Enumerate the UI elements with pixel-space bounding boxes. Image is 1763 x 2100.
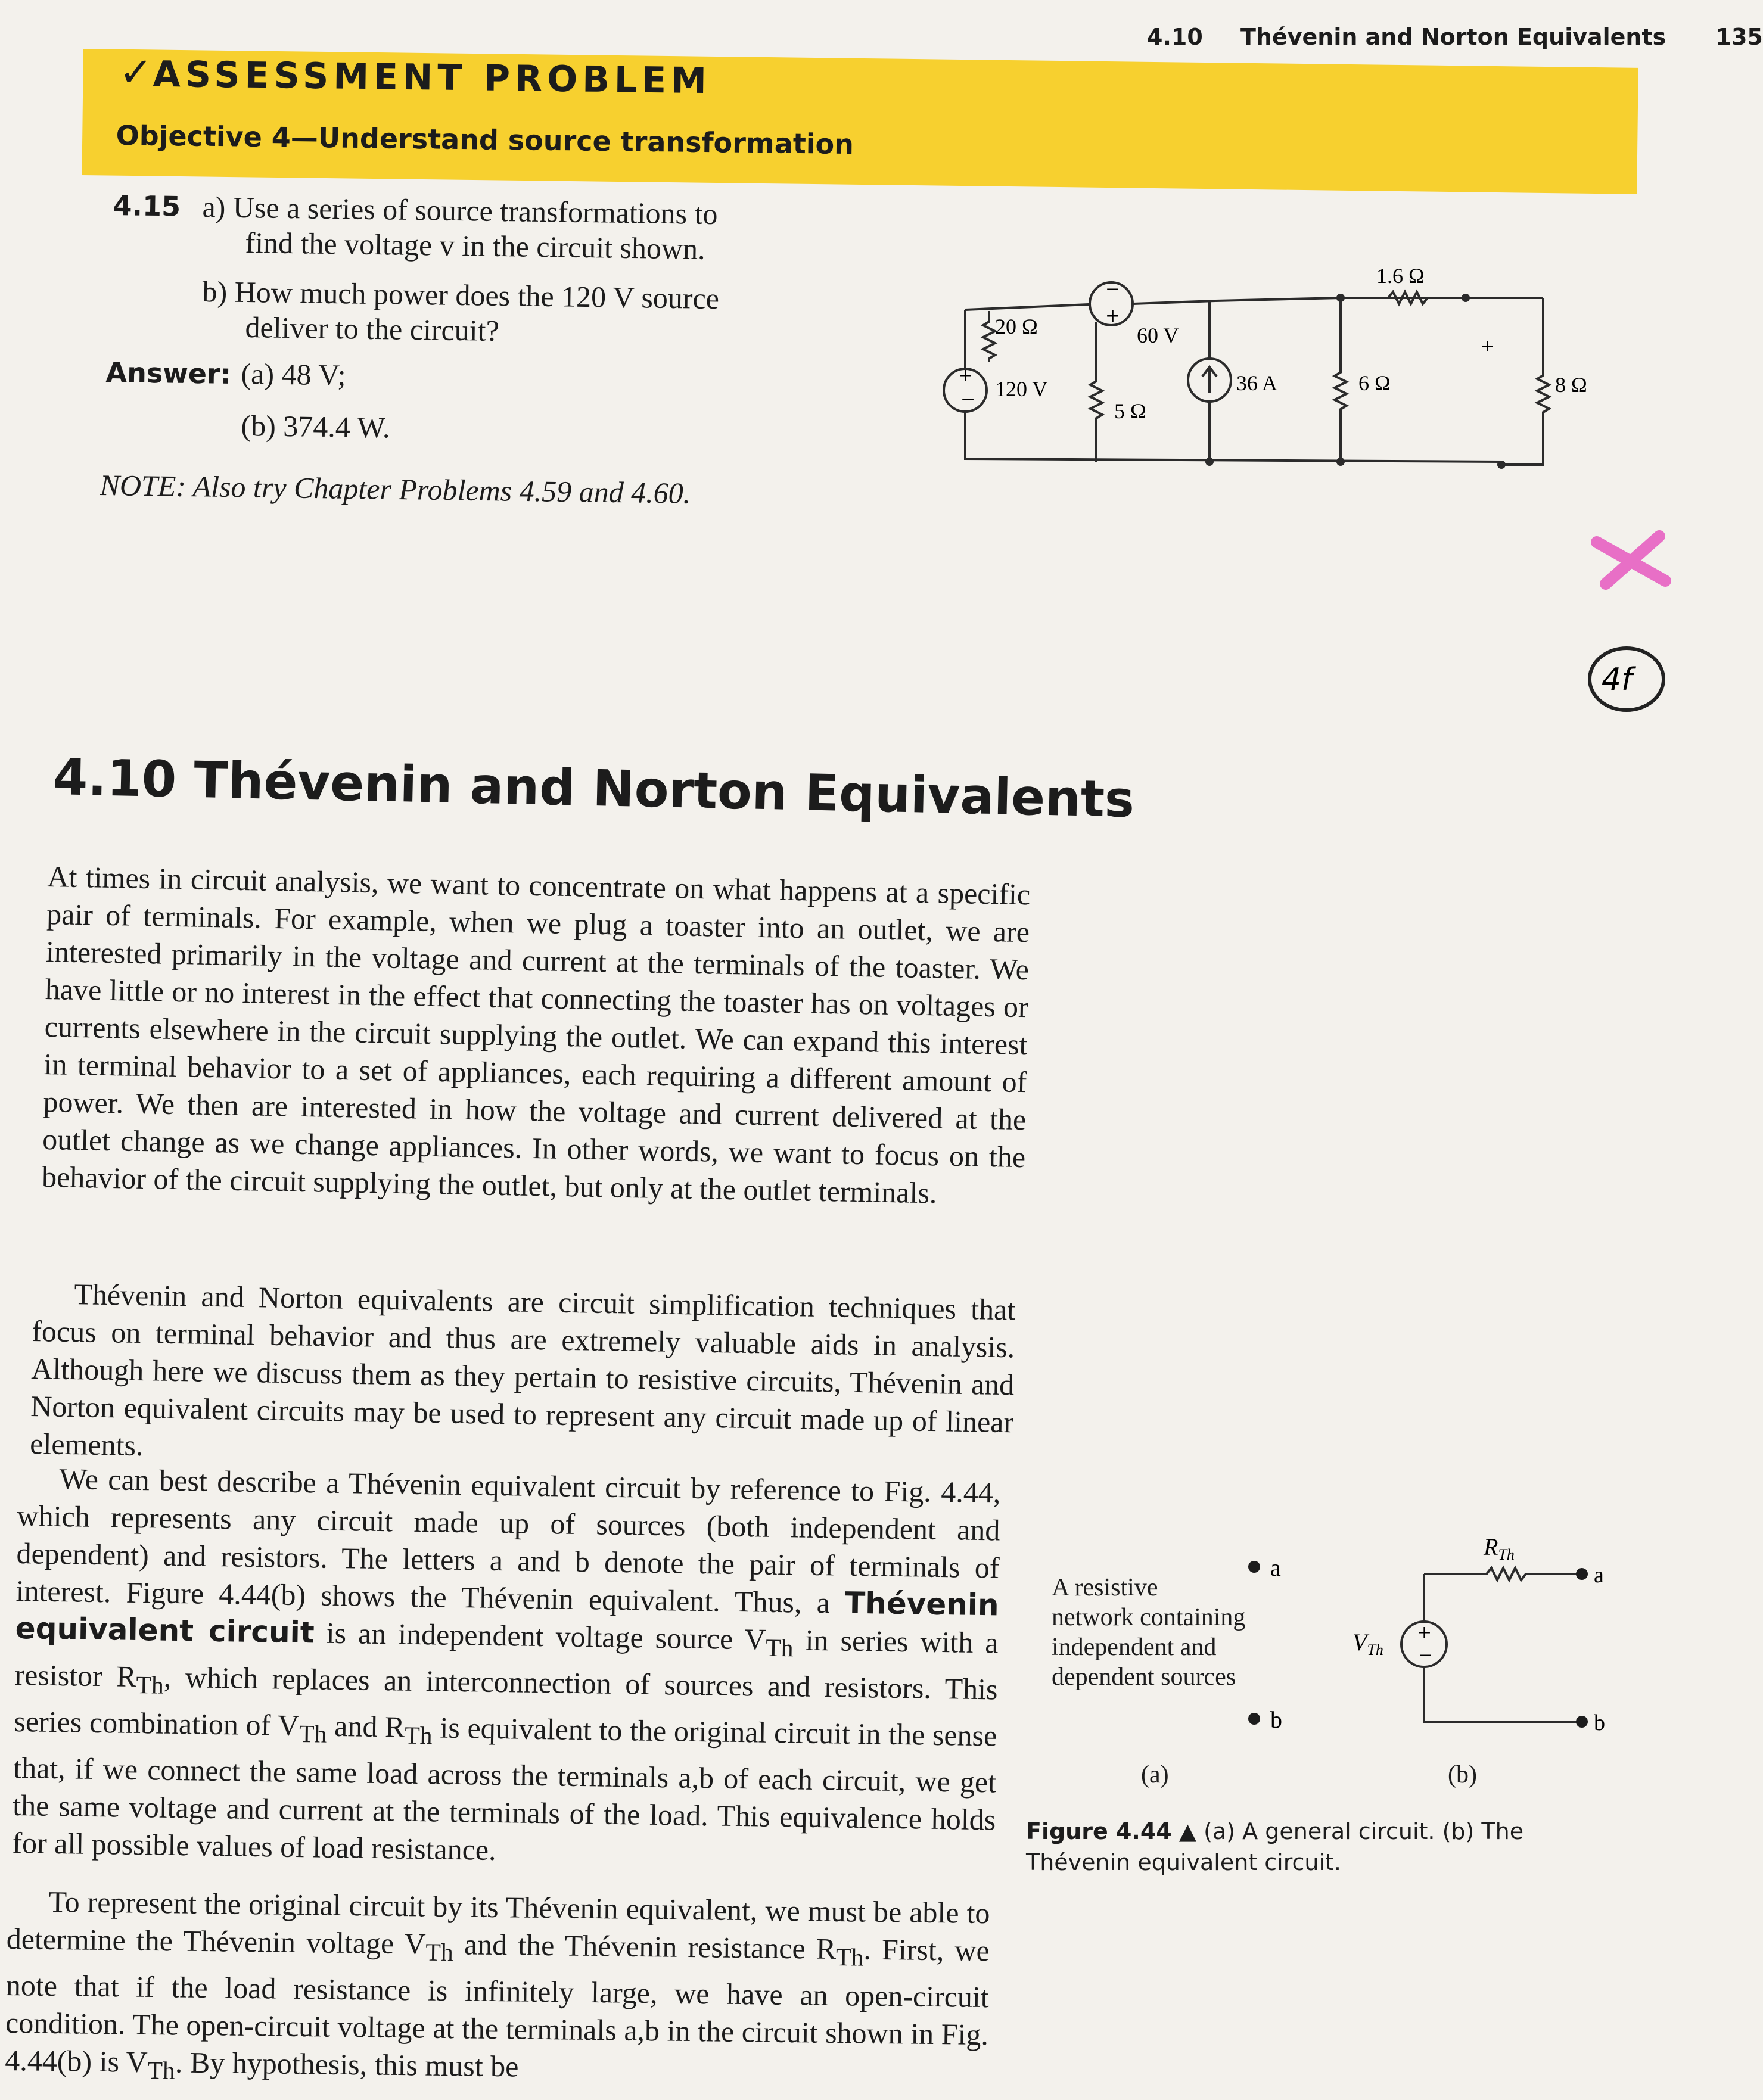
- figure-a-terminals: [1227, 1549, 1305, 1746]
- minus-sign-120: −: [960, 389, 976, 410]
- plus-sign-120: +: [958, 365, 974, 386]
- plus-sign-v: +: [1481, 336, 1495, 356]
- node-dot: [1336, 294, 1345, 302]
- problem-part-b-line2: deliver to the circuit?: [245, 310, 500, 347]
- vth-plus: +: [1417, 1622, 1432, 1643]
- rth-label: $R_{Th}$: [1484, 1533, 1515, 1563]
- terminal-b-label-b: b: [1594, 1710, 1605, 1735]
- vth-minus: −: [1418, 1645, 1434, 1666]
- page-number: 135: [1715, 24, 1763, 50]
- label-v1: 120 V: [995, 377, 1048, 401]
- node-dot: [1205, 458, 1214, 466]
- answer-b: (b) 374.4 W.: [241, 408, 390, 444]
- label-r5: 8 Ω: [1555, 373, 1587, 397]
- paragraph-2: Thévenin and Norton equivalents are circuit simplification techniques that focus on terminal behavior and thus are extremely valuable aids in analysis. Although here we discuss them as they pertain to resistive circuits, Thévenin and Norton equivalent circuits may be used to represent any circuit made up of linear elements.: [29, 1277, 1016, 1463]
- header-section-number: 4.10: [1147, 24, 1203, 50]
- plus-sign-60: +: [1105, 306, 1121, 326]
- label-r2: 5 Ω: [1114, 399, 1146, 423]
- objective-line: Objective 4—Understand source transformation: [116, 119, 854, 161]
- check-icon: ✓: [119, 49, 153, 97]
- note: NOTE: Also try Chapter Problems 4.59 and 4.60.: [100, 468, 691, 510]
- problem-number: 4.15: [113, 189, 181, 223]
- triangle-icon: ▲: [1179, 1818, 1197, 1844]
- problem-part-b-line1: b) How much power does the 120 V source: [202, 274, 720, 316]
- answer-a: (a) 48 V;: [241, 356, 346, 392]
- problem-part-a-line2: find the voltage v in the circuit shown.: [245, 225, 705, 266]
- margin-note: 4f: [1602, 662, 1633, 698]
- paragraph-4: To represent the original circuit by its Thévenin equivalent, we must be able to determine the Thévenin voltage $V_{Th}$ and the Thévenin resistance $R_{Th}$. First, we note that if the load resistance is infinitely large, we have an open-circuit condition. The open-circuit voltage at the terminals a,b in the circuit shown in Fig. 4.44(b) is $V_{Th}$. By hypothesis, this must be: [5, 1884, 990, 2085]
- top-wire-right: [1215, 298, 1543, 301]
- node-dot: [1497, 461, 1506, 469]
- problem-part-a-line1: a) Use a series of source transformations to: [202, 189, 718, 231]
- answer-label: Answer:: [105, 356, 232, 390]
- node-dot: [1462, 294, 1470, 302]
- vth-label: $V_{Th}$: [1352, 1629, 1383, 1659]
- handwritten-marks: [1561, 524, 1677, 721]
- resistor-6: [1335, 298, 1347, 462]
- top-wire-left: [965, 304, 1102, 310]
- resistor-5: [1090, 322, 1102, 462]
- minus-sign-60: −: [1105, 279, 1121, 300]
- resistor-8: [1504, 298, 1549, 465]
- paragraph-3: We can best describe a Thévenin equivalent circuit by reference to Fig. 4.44, which represents any circuit made up of sources (both independent and dependent) and resistors. The letters a and b denote the pair of terminals of interest. Figure 4.44(b) shows the Thévenin equivalent. Thus, a Thévenin equivalent circuit is an independent voltage source $V_{Th}$ in series with a resistor $R_{Th}$, which replaces an interconnection of sources and resistors. This series combination of $V_{Th}$ and $R_{Th}$ is equivalent to the original circuit in the sense that, if we connect the same load across the terminals a,b of each circuit, we get the same voltage and current at the terminals of the load. This equivalence holds for all possible values of load resistance.: [12, 1462, 1001, 1866]
- resistor-20: [983, 311, 995, 362]
- header-title: Thévenin and Norton Equivalents: [1240, 24, 1666, 50]
- rth-resistor-icon: [1424, 1568, 1580, 1580]
- running-header: [1147, 24, 1763, 50]
- terminal-a-label: a: [1270, 1554, 1281, 1581]
- label-r4: 1.6 Ω: [1376, 264, 1425, 288]
- node-dot: [1336, 458, 1345, 466]
- assessment-heading: ✓ASSESSMENT PROBLEM: [119, 49, 712, 102]
- figure-caption: Figure 4.44 ▲ (a) A general circuit. (b) The Thévenin equivalent circuit.: [1026, 1818, 1524, 1875]
- terminal-a-label-b: a: [1594, 1563, 1604, 1588]
- label-r1: 20 Ω: [995, 315, 1038, 338]
- figure-network-text: A resistive network containing independent and dependent sources: [1052, 1574, 1246, 1691]
- terminal-b-label: b: [1270, 1706, 1282, 1733]
- figure-label-b: (b): [1448, 1761, 1477, 1788]
- figure-label-a: (a): [1141, 1761, 1169, 1788]
- label-r3: 6 Ω: [1358, 371, 1391, 395]
- label-v2: 60 V: [1137, 323, 1179, 347]
- pink-x-mark: [1597, 536, 1665, 584]
- circuit-diagram: [947, 262, 1587, 477]
- paragraph-1: At times in circuit analysis, we want to concentrate on what happens at a specific pair of terminals. For example, when we plug a toaster into an outlet, we are interested primarily in the voltage and current at the terminals of the toaster. We have little or no interest in the effect that connecting the toaster has on voltages or currents elsewhere in the circuit supplying the outlet. We can expand this interest in terminal behavior to a set of appliances, each requiring a different amount of power. We then are interested in how the voltage and current delivered at the outlet change as we change appliances. In other words, we want to focus on the behavior of the circuit supplying the outlet, but only at the outlet terminals.: [41, 859, 1031, 1210]
- figure-b-thevenin-circuit: [1335, 1525, 1633, 1751]
- label-i-source: 36 A: [1236, 371, 1278, 395]
- section-title: 4.10 Thévenin and Norton Equivalents: [52, 748, 1136, 829]
